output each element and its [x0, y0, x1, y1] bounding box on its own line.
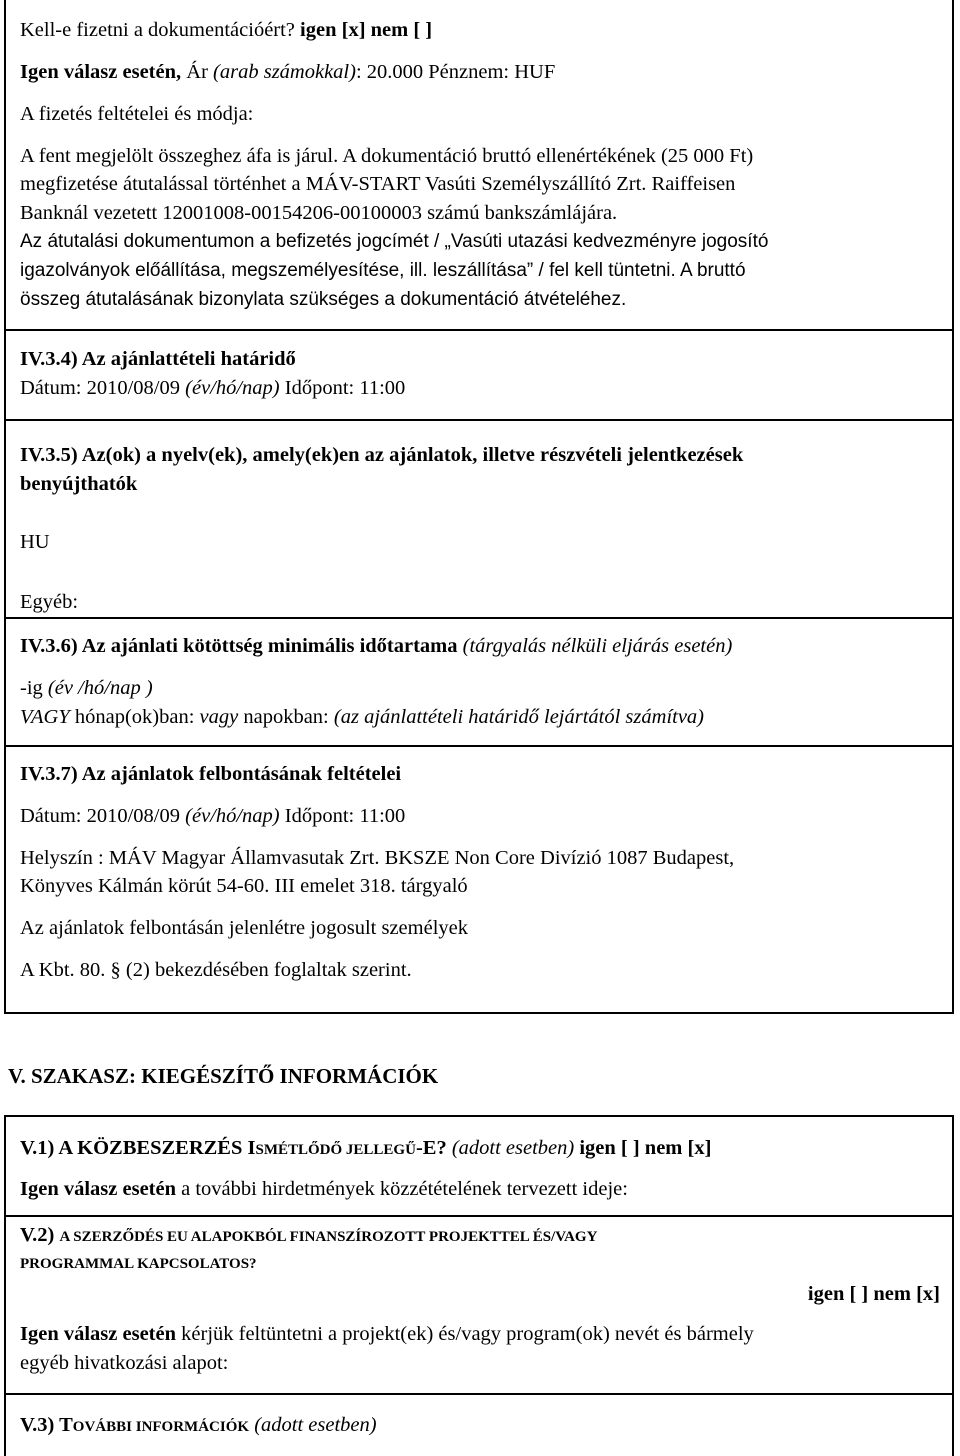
payment-terms-label: A fizetés feltételei és módja: [20, 103, 254, 125]
v-1-line-2: Igen válasz esetén a további hirdetmények közzétételének tervezett ideje: [20, 1178, 628, 1200]
divider [6, 745, 952, 747]
price-line: Igen válasz esetén, Ár (arab számokkal): 20.000 Pénznem: HUF [20, 61, 556, 83]
iv-3-4-heading: IV.3.4) Az ajánlattételi határidő [20, 348, 296, 370]
divider [6, 617, 952, 619]
payment-terms-text-1: A fent megjelölt összeghez áfa is járul. A dokumentáció bruttó ellenértékének (25 000 Ft) [20, 145, 754, 167]
payment-terms-text-2: megfizetése átutalással történhet a MÁV-START Vasúti Személyszállító Zrt. Raiffeisen [20, 173, 736, 195]
iv-3-5-heading-2: benyújthatók [20, 473, 138, 495]
v-3-heading: V.3) TOVÁBBI INFORMÁCIÓK (adott esetben) [20, 1414, 377, 1436]
iv-3-7-place-1: Helyszín : MÁV Magyar Államvasutak Zrt. BKSZE Non Core Divízió 1087 Budapest, [20, 847, 735, 869]
divider [6, 329, 952, 331]
payment-answer: igen [x] nem [ ] [300, 19, 433, 41]
v-2-line-4: egyéb hivatkozási alapot: [20, 1352, 229, 1374]
payment-question: Kell-e fizetni a dokumentációért? igen [x] nem [ ] [20, 19, 433, 41]
iv-3-5-heading-1: IV.3.5) Az(ok) a nyelv(ek), amely(ek)en az ajánlatok, illetve részvételi jelentkezések [20, 444, 744, 466]
iv-3-7-date: Dátum: 2010/08/09 (év/hó/nap) Időpont: 11:00 [20, 805, 406, 827]
section-v-title: V. SZAKASZ: KIEGÉSZÍTŐ INFORMÁCIÓK [8, 1064, 439, 1088]
v-2-answer: igen [ ] nem [x] [807, 1283, 940, 1305]
payment-terms-text-5: igazolványok előállítása, megszemélyesítése, ill. leszállítása” / fel kell tüntetni. A bruttó [20, 260, 746, 281]
v-2-heading-2: PROGRAMMAL KAPCSOLATOS? [20, 1256, 257, 1272]
iv-3-6-line-2: VAGY hónap(ok)ban: vagy napokban: (az ajánlattételi határidő lejártától számítva) [20, 706, 705, 728]
iv-3-7-persons: Az ajánlatok felbontásán jelenlétre jogosult személyek [20, 917, 468, 939]
divider [6, 1393, 952, 1395]
payment-terms-text-3: Banknál vezetett 12001008-00154206-00100003 számú bankszámlájára. [20, 202, 618, 224]
iv-3-6-line-1: -ig (év /hó/nap ) [20, 677, 153, 699]
iv-3-5-other: Egyéb: [20, 591, 79, 613]
iv-3-7-law: A Kbt. 80. § (2) bekezdésében foglaltak szerint. [20, 959, 412, 981]
iv-3-4-date: Dátum: 2010/08/09 (év/hó/nap) Időpont: 11:00 [20, 377, 406, 399]
divider [6, 1215, 952, 1217]
iv-3-5-language: HU [20, 531, 50, 553]
v-1-heading: V.1) A KÖZBESZERZÉS ISMÉTLŐDŐ JELLEGŰ-E? (adott esetben) igen [ ] nem [x] [20, 1137, 712, 1159]
divider [6, 419, 952, 421]
payment-terms-text-6: összeg átutalásának bizonylata szükséges a dokumentáció átvételéhez. [20, 289, 627, 310]
v-2-heading-1: V.2) A SZERZŐDÉS EU ALAPOKBÓL FINANSZÍROZOTT PROJEKTTEL ÉS/VAGY [20, 1224, 598, 1246]
payment-terms-text-4: Az átutalási dokumentumon a befizetés jogcímét / „Vasúti utazási kedvezményre jogosító [20, 231, 769, 252]
section-v-box [4, 1115, 954, 1456]
v-1-answer: igen [ ] nem [x] [579, 1137, 712, 1159]
v-2-line-3: Igen válasz esetén kérjük feltüntetni a projekt(ek) és/vagy program(ok) nevét és bármely [20, 1323, 754, 1345]
iv-3-7-heading: IV.3.7) Az ajánlatok felbontásának feltételei [20, 763, 402, 785]
iv-3-7-place-2: Könyves Kálmán körút 54-60. III emelet 318. tárgyaló [20, 875, 468, 897]
iv-3-6-heading: IV.3.6) Az ajánlati kötöttség minimális időtartama (tárgyalás nélküli eljárás esetén) [20, 635, 733, 657]
section-iv-box [4, 0, 954, 1014]
